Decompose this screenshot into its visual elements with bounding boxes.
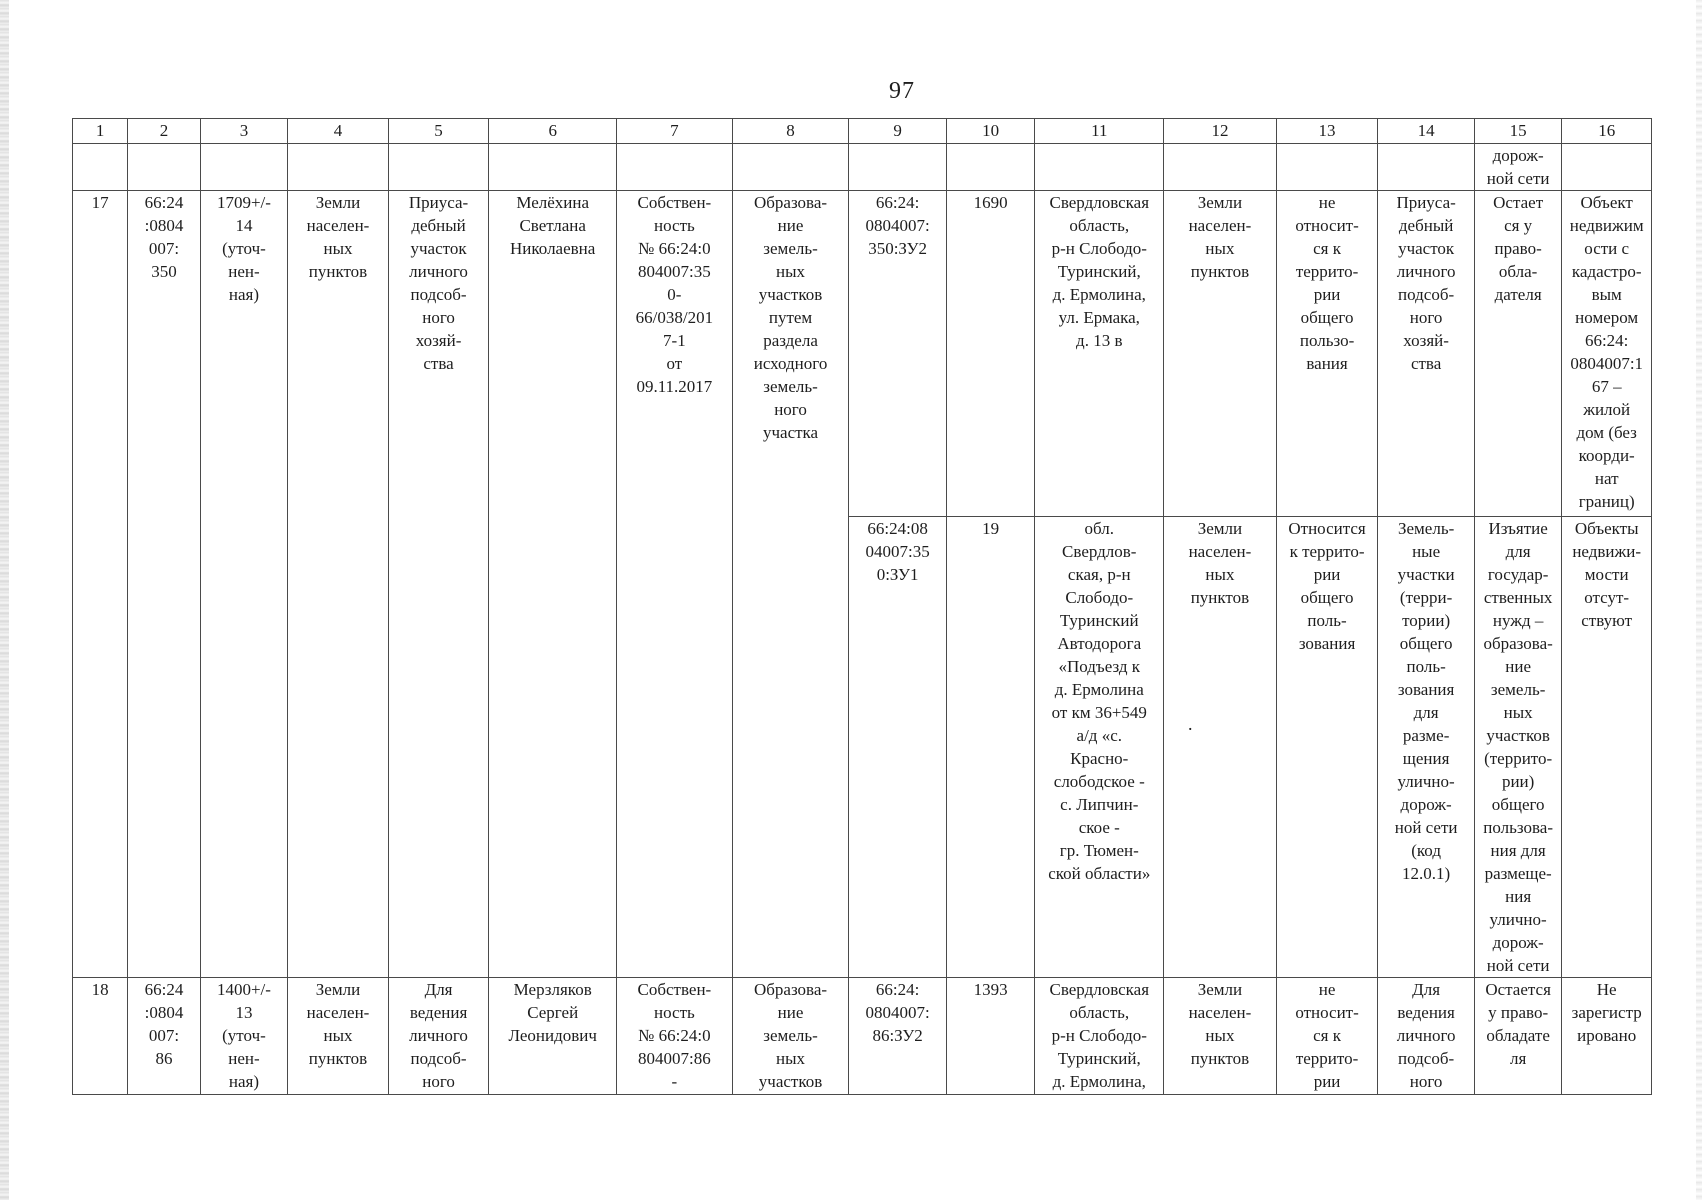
column-number: 12 <box>1164 119 1277 144</box>
registry-table <box>72 118 1652 1095</box>
address: Свердловская область, р-н Слободо- Туринский, д. Ермолина, ул. Ермака, д. 13 в <box>1035 191 1164 517</box>
real-estate-objects: Объекты недвижи- мости отсут- ствуют <box>1562 517 1652 978</box>
land-category: Земли населен- ных пунктов <box>288 978 389 1095</box>
disposition: Остается у право- обладате ля <box>1474 978 1561 1095</box>
new-land-category: Земли населен- ных пунктов <box>1164 517 1277 978</box>
formation-method: Образова- ние земель- ных участков <box>732 978 849 1095</box>
new-land-category: Земли населен- ных пунктов <box>1164 978 1277 1095</box>
page-number: 97 <box>889 78 915 104</box>
disposition: Изъятие для государ- ственных нужд – образова- ние земель- ных участков (террито- рии) общего пользова- ния для размеще- ния улично- дорож- ной сети <box>1474 517 1561 978</box>
cadastral-number: 66:24 :0804 007: 86 <box>128 978 200 1095</box>
permitted-use: Приуса- дебный участок личного подсоб- ного хозяй- ства <box>388 191 489 978</box>
column-number: 2 <box>128 119 200 144</box>
column-number: 1 <box>73 119 128 144</box>
owner: Мерзляков Сергей Леонидович <box>489 978 617 1095</box>
right-type: Собствен- ность № 66:24:0 804007:86 - <box>617 978 733 1095</box>
row-number: 18 <box>73 978 128 1095</box>
new-parcel-area: 1690 <box>946 191 1035 517</box>
new-permitted-use: Для ведения личного подсоб- ного <box>1378 978 1475 1095</box>
new-parcel-area: 1393 <box>946 978 1035 1095</box>
new-land-category: Земли населен- ных пунктов <box>1164 191 1277 517</box>
column-number: 16 <box>1562 119 1652 144</box>
public-use-status: Относится к террито- рии общего поль- зования <box>1276 517 1378 978</box>
area: 1400+/- 13 (уточ- нен- ная) <box>200 978 287 1095</box>
new-permitted-use: Земель- ные участки (терри- тории) общего поль- зования для разме- щения улично- дорож- ной сети (код 12.0.1) <box>1378 517 1475 978</box>
table-row-18 <box>73 978 1652 1095</box>
column-number: 14 <box>1378 119 1475 144</box>
new-parcel-designation: 66:24:08 04007:35 0:ЗУ1 <box>849 517 947 978</box>
column-number: 13 <box>1276 119 1378 144</box>
new-parcel-designation: 66:24: 0804007: 86:ЗУ2 <box>849 978 947 1095</box>
public-use-status: не относит- ся к террито- рии <box>1276 978 1378 1095</box>
column-number: 3 <box>200 119 287 144</box>
real-estate-objects: Не зарегистр ировано <box>1562 978 1652 1095</box>
address: Свердловская область, р-н Слободо- Туринский, д. Ермолина, <box>1035 978 1164 1095</box>
public-use-status: не относит- ся к террито- рии общего пользо- вания <box>1276 191 1378 517</box>
area: 1709+/- 14 (уточ- нен- ная) <box>200 191 287 978</box>
column-number: 7 <box>617 119 733 144</box>
land-category: Земли населен- ных пунктов <box>288 191 389 978</box>
column-number: 4 <box>288 119 389 144</box>
carryover-row <box>73 144 1652 191</box>
scan-edge-right <box>1696 0 1702 1200</box>
stray-mark: . <box>1188 714 1193 734</box>
column-number: 9 <box>849 119 947 144</box>
owner: Мелёхина Светлана Николаевна <box>489 191 617 978</box>
scan-edge-left <box>0 0 9 1200</box>
real-estate-objects: Объект недвижим ости с кадастро- вым номером 66:24: 0804007:1 67 – жилой дом (без коорди- нат границ) <box>1562 191 1652 517</box>
column-number: 11 <box>1035 119 1164 144</box>
formation-method: Образова- ние земель- ных участков путем раздела исходного земель- ного участка <box>732 191 849 978</box>
permitted-use: Для ведения личного подсоб- ного <box>388 978 489 1095</box>
column-number: 15 <box>1474 119 1561 144</box>
table-row-17 <box>73 191 1652 517</box>
disposition: Остает ся у право- обла- дателя <box>1474 191 1561 517</box>
address: обл. Свердлов- ская, р-н Слободо- Туринский Автодорога «Подъезд к д. Ермолина от км 36+549 а/д «с. Красно- слободское - с. Липчин- ское - гр. Тюмен- ской области» <box>1035 517 1164 978</box>
column-number: 5 <box>388 119 489 144</box>
new-parcel-area: 19 <box>946 517 1035 978</box>
row-number: 17 <box>73 191 128 978</box>
new-permitted-use: Приуса- дебный участок личного подсоб- ного хозяй- ства <box>1378 191 1475 517</box>
carryover-cell-15: дорож- ной сети <box>1474 144 1561 191</box>
column-number-row <box>73 119 1652 144</box>
new-parcel-designation: 66:24: 0804007: 350:ЗУ2 <box>849 191 947 517</box>
column-number: 10 <box>946 119 1035 144</box>
column-number: 8 <box>732 119 849 144</box>
column-number: 6 <box>489 119 617 144</box>
cadastral-number: 66:24 :0804 007: 350 <box>128 191 200 978</box>
right-type: Собствен- ность № 66:24:0 804007:35 0- 66/038/201 7-1 от 09.11.2017 <box>617 191 733 978</box>
